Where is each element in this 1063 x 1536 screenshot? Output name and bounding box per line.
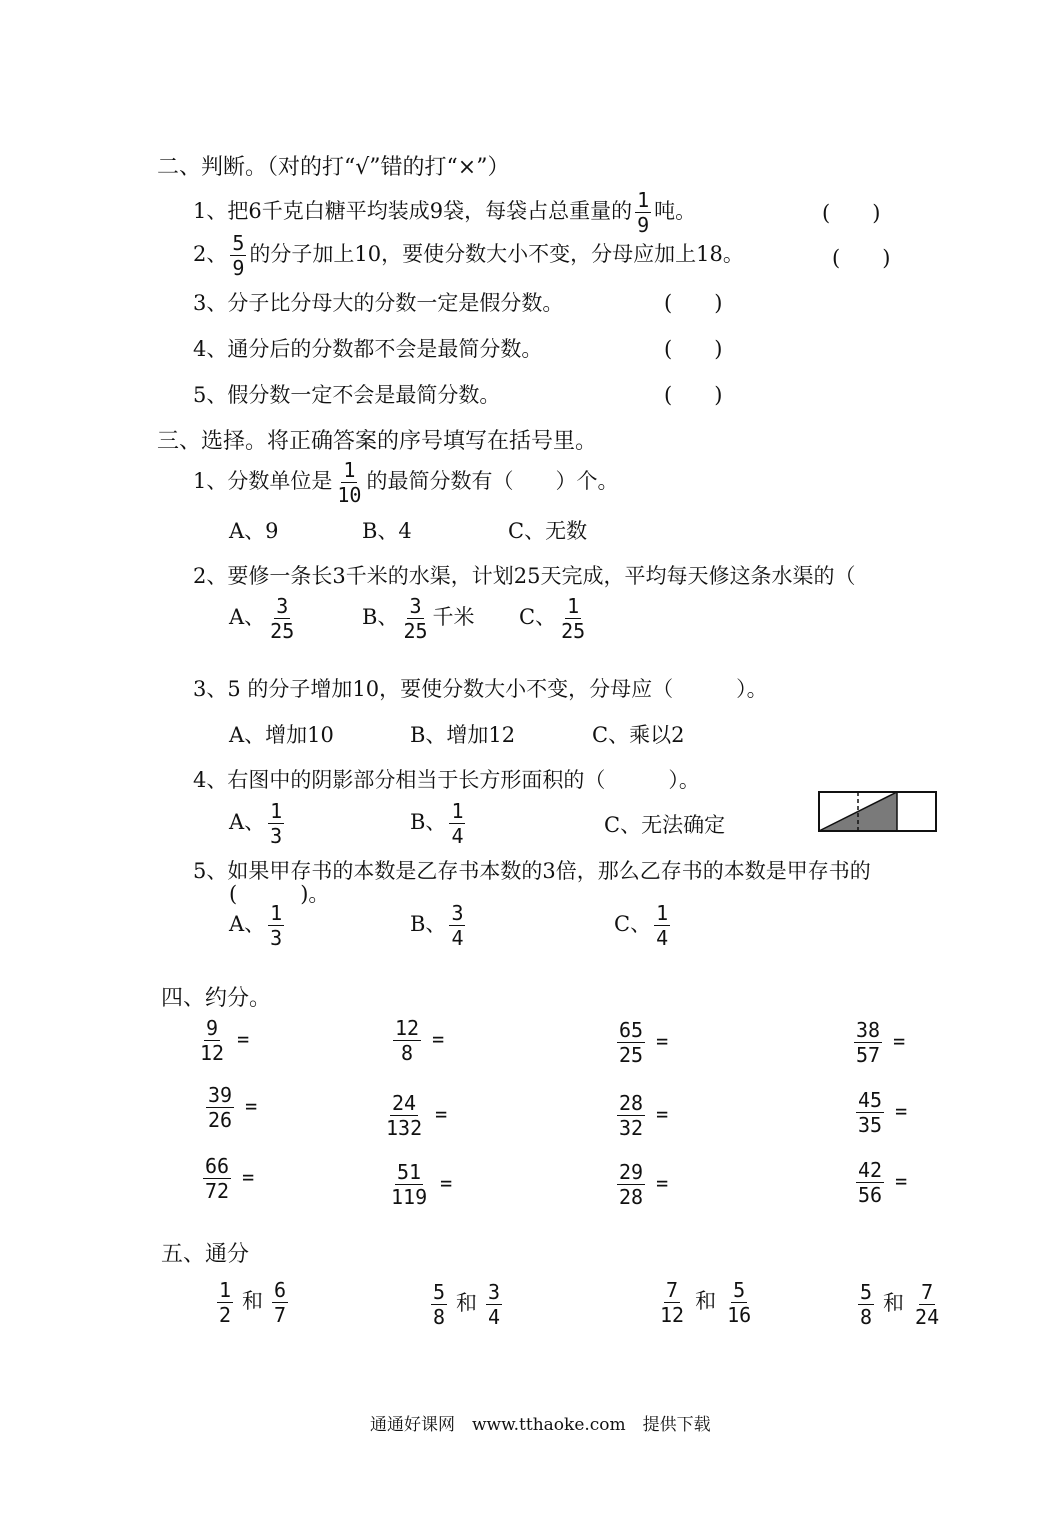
- option-c[interactable]: C、乘以2: [592, 723, 685, 747]
- judge-item-1: 1、把6千克白糖平均装成9袋，每袋占总重量的 $\frac{1}{9}$ 吨。: [193, 188, 697, 237]
- choice-q1: 1、分数单位是 $\frac{1}{10}$ 的最简分数有（ ）个。: [193, 458, 619, 507]
- judge-item-3: 3、分子比分母大的分数一定是假分数。: [193, 291, 564, 315]
- choice-q2: 2、要修一条长3千米的水渠，计划25天完成，平均每天修这条水渠的（: [193, 564, 856, 588]
- answer-paren[interactable]: ( ): [664, 383, 723, 407]
- option-a[interactable]: A、 $\frac{3}{25}$: [229, 594, 295, 643]
- section-2-title: 二、判断。（对的打“√”错的打“×”）: [157, 155, 510, 180]
- option-a[interactable]: A、增加10: [229, 723, 334, 747]
- option-b[interactable]: B、 $\frac{1}{4}$: [410, 799, 464, 848]
- option-a[interactable]: A、9: [229, 519, 279, 543]
- fraction: $\frac{1}{10}$: [337, 458, 362, 507]
- option-c[interactable]: C、 $\frac{1}{25}$: [519, 594, 586, 643]
- shaded-rectangle-figure: [817, 790, 939, 834]
- option-b[interactable]: B、增加12: [410, 723, 516, 747]
- fraction: $\frac{3}{4}$: [451, 901, 464, 950]
- reduce-item[interactable]: $\frac{12}{8}$ =: [395, 1016, 445, 1065]
- answer-paren[interactable]: ( ): [832, 246, 891, 270]
- option-b[interactable]: B、 $\frac{3}{4}$: [410, 901, 464, 950]
- common-denominator-item[interactable]: $\frac{5}{8}$ 和 $\frac{7}{24}$: [860, 1280, 940, 1329]
- footer-credit: 通通好课网 www.tthaoke.com 提供下载: [370, 1415, 711, 1435]
- reduce-item[interactable]: $\frac{28}{32}$ =: [619, 1091, 669, 1140]
- option-c[interactable]: C、 $\frac{1}{4}$: [614, 901, 669, 950]
- judge-item-5: 5、假分数一定不会是最简分数。: [193, 383, 501, 407]
- judge-1-text: 1、把6千克白糖平均装成9袋，每袋占总重量的: [193, 199, 633, 223]
- choice-q4: 4、右图中的阴影部分相当于长方形面积的（ ）。: [193, 768, 700, 792]
- answer-paren[interactable]: ( ): [822, 201, 881, 225]
- fraction: $\frac{5}{9}$: [232, 231, 245, 280]
- fraction: $\frac{1}{4}$: [451, 799, 464, 848]
- reduce-item[interactable]: $\frac{29}{28}$ =: [619, 1160, 669, 1209]
- answer-paren[interactable]: ( ): [664, 291, 723, 315]
- common-denominator-item[interactable]: $\frac{1}{2}$ 和 $\frac{6}{7}$: [219, 1278, 287, 1327]
- option-c[interactable]: C、无数: [508, 519, 588, 543]
- section-5-title: 五、通分: [161, 1242, 250, 1267]
- option-c[interactable]: C、无法确定: [604, 813, 726, 837]
- fraction: $\frac{3}{25}$: [270, 594, 295, 643]
- fraction: $\frac{1}{4}$: [656, 901, 669, 950]
- reduce-item[interactable]: $\frac{45}{35}$ =: [858, 1088, 908, 1137]
- reduce-item[interactable]: $\frac{65}{25}$ =: [619, 1018, 669, 1067]
- common-denominator-item[interactable]: $\frac{7}{12}$ 和 $\frac{5}{16}$: [660, 1278, 752, 1327]
- section-3-title: 三、选择。将正确答案的序号填写在括号里。: [157, 429, 598, 454]
- reduce-item[interactable]: $\frac{39}{26}$ =: [208, 1083, 258, 1132]
- fraction: $\frac{3}{25}$: [403, 594, 428, 643]
- reduce-item[interactable]: $\frac{9}{12}$ =: [200, 1016, 250, 1065]
- fraction: $\frac{1}{3}$: [270, 901, 283, 950]
- reduce-item[interactable]: $\frac{38}{57}$ =: [856, 1018, 906, 1067]
- option-b[interactable]: B、4: [362, 519, 412, 543]
- choice-q5-paren[interactable]: ( )。: [229, 882, 330, 906]
- fraction: $\frac{1}{25}$: [561, 594, 586, 643]
- section-4-title: 四、约分。: [161, 986, 272, 1011]
- common-denominator-item[interactable]: $\frac{5}{8}$ 和 $\frac{3}{4}$: [433, 1280, 501, 1329]
- choice-q3: 3、5 的分子增加10，要使分数大小不变，分母应（ ）。: [193, 677, 768, 701]
- judge-item-4: 4、通分后的分数都不会是最简分数。: [193, 337, 543, 361]
- reduce-item[interactable]: $\frac{42}{56}$ =: [858, 1158, 908, 1207]
- answer-paren[interactable]: ( ): [664, 337, 723, 361]
- fraction: $\frac{1}{3}$: [270, 799, 283, 848]
- option-a[interactable]: A、 $\frac{1}{3}$: [229, 799, 283, 848]
- option-b[interactable]: B、 $\frac{3}{25}$ 千米: [362, 594, 475, 643]
- choice-q5: 5、如果甲存书的本数是乙存书本数的3倍，那么乙存书的本数是甲存书的: [193, 859, 871, 883]
- reduce-item[interactable]: $\frac{66}{72}$ =: [205, 1154, 255, 1203]
- fraction: $\frac{1}{9}$: [637, 188, 650, 237]
- reduce-item[interactable]: $\frac{51}{119}$ =: [391, 1160, 453, 1209]
- reduce-item[interactable]: $\frac{24}{132}$ =: [386, 1091, 448, 1140]
- judge-item-2: 2、 $\frac{5}{9}$ 的分子加上10，要使分数大小不变，分母应加上18。: [193, 231, 744, 280]
- option-a[interactable]: A、 $\frac{1}{3}$: [229, 901, 283, 950]
